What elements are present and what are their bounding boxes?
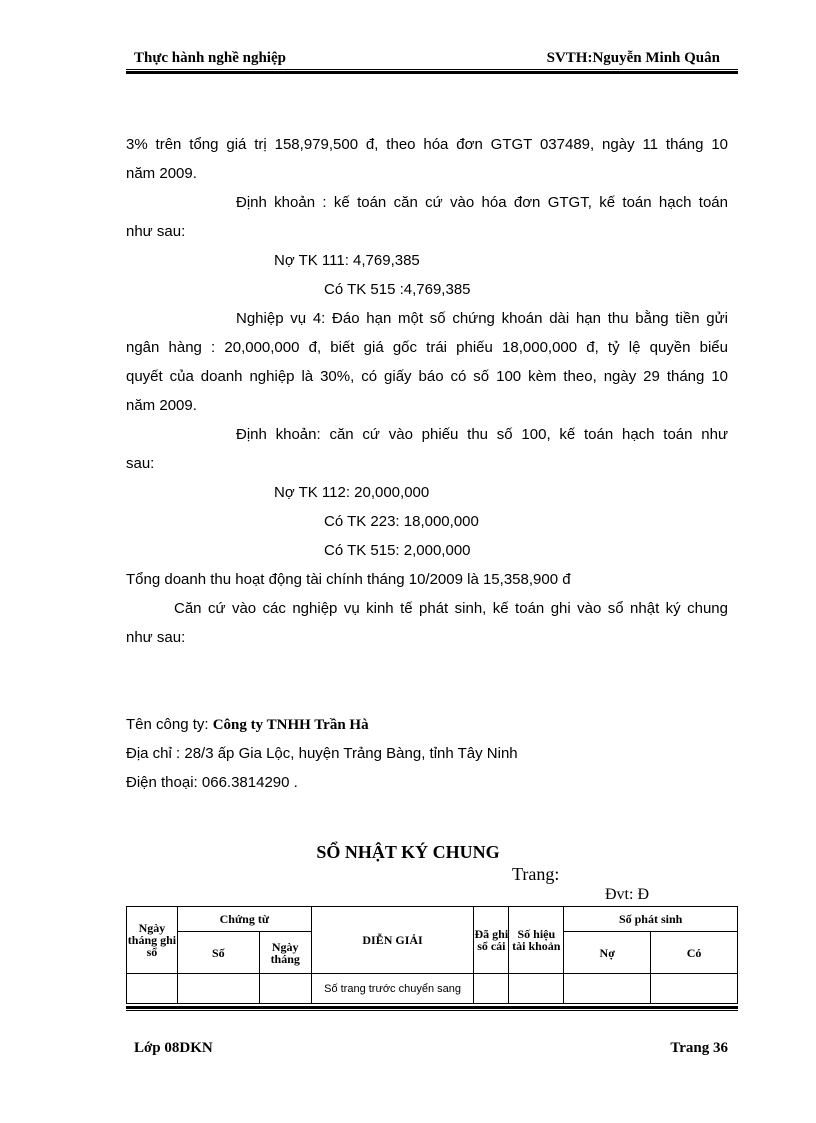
header-student-name: SVTH:Nguyễn Minh Quân: [546, 50, 720, 66]
entry2-credit-515: Có TK 515: 2,000,000: [324, 542, 471, 559]
cell-voucher-date: [259, 974, 311, 1004]
para3-line4: năm 2009.: [126, 397, 197, 414]
cell-date: [127, 974, 178, 1004]
page-header: [126, 48, 738, 70]
cell-voucher-no: [177, 974, 259, 1004]
footer-rule-thin: [126, 1010, 738, 1011]
company-name-label: Tên công ty:: [126, 716, 213, 733]
entry1-credit: Có TK 515 :4,769,385: [324, 281, 471, 298]
cell-credit: [651, 974, 738, 1004]
company-name-line: [126, 710, 728, 739]
footer-page-number: Trang 36: [670, 1040, 728, 1056]
para3-line2: ngân hàng : 20,000,000 đ, biết giá gốc trái phiếu 18,000,000 đ, tỷ lệ quyền biểu: [126, 339, 728, 356]
entry2-credit-223: Có TK 223: 18,000,000: [324, 513, 479, 530]
cell-posted: [474, 974, 509, 1004]
col-header-amount: Số phát sinh: [564, 907, 738, 932]
col-header-account: Số hiệu tài khoản: [509, 907, 564, 974]
col-header-credit: Có: [651, 932, 738, 974]
entry2-debit: Nợ TK 112: 20,000,000: [274, 484, 430, 501]
cell-account: [509, 974, 564, 1004]
para3-line1: Nghiệp vụ 4: Đáo hạn một số chứng khoán dài hạn thu bằng tiền gửi: [236, 310, 728, 327]
company-phone: Điện thoại: 066.3814290 .: [126, 774, 298, 791]
para2-line1: Định khoản : kế toán căn cứ vào hóa đơn GTGT, kế toán hạch toán: [236, 194, 728, 211]
para1-line2: năm 2009.: [126, 165, 197, 182]
cell-debit: [564, 974, 651, 1004]
col-header-debit: Nợ: [564, 932, 651, 974]
col-header-posted: Đã ghi sổ cái: [474, 907, 509, 974]
company-name-value: Công ty TNHH Trần Hà: [212, 717, 369, 733]
para4-line1: Định khoản: căn cứ vào phiếu thu số 100, kế toán hạch toán như: [236, 426, 728, 443]
total-revenue-line: Tổng doanh thu hoạt động tài chính tháng 10/2009 là 15,358,900 đ: [126, 571, 571, 588]
para5-line2: như sau:: [126, 629, 186, 646]
col-header-description: DIỄN GIẢI: [311, 907, 474, 974]
col-header-voucher-no: Số: [177, 932, 259, 974]
col-header-date: Ngày tháng ghi sổ: [127, 907, 178, 974]
header-course-title: Thực hành nghề nghiệp: [134, 50, 286, 66]
spacer: [126, 652, 728, 710]
para4-line2: sau:: [126, 455, 155, 472]
entry1-debit: Nợ TK 111: 4,769,385: [274, 252, 420, 269]
company-address: Địa chỉ : 28/3 ấp Gia Lộc, huyện Trảng Bàng, tỉnh Tây Ninh: [126, 745, 518, 762]
col-header-voucher: Chứng từ: [177, 907, 311, 932]
document-body: [126, 130, 728, 797]
col-header-voucher-date: Ngày tháng: [259, 932, 311, 974]
journal-table: [126, 906, 738, 1004]
para2-line2: như sau:: [126, 223, 186, 240]
header-rule-thick: [126, 71, 738, 74]
para3-line3: quyết của doanh nghiệp là 30%, có giấy báo có số 100 kèm theo, ngày 29 tháng 10: [126, 368, 728, 385]
cell-description: Số trang trước chuyển sang: [311, 974, 474, 1004]
para1-line1: 3% trên tổng giá trị 158,979,500 đ, theo hóa đơn GTGT 037489, ngày 11 tháng 10: [126, 136, 728, 153]
journal-unit: Đvt: Đ: [605, 886, 649, 903]
header-rule-thin: [126, 69, 738, 70]
journal-title: SỔ NHẬT KÝ CHUNG: [316, 842, 500, 862]
table-row: [127, 974, 738, 1004]
para5-line1: Căn cứ vào các nghiệp vụ kinh tế phát sinh, kế toán ghi vào sổ nhật ký chung: [174, 600, 728, 617]
footer-class: Lớp 08DKN: [134, 1040, 213, 1056]
journal-page-label: Trang:: [512, 864, 560, 884]
footer-rule-thick: [126, 1006, 738, 1009]
